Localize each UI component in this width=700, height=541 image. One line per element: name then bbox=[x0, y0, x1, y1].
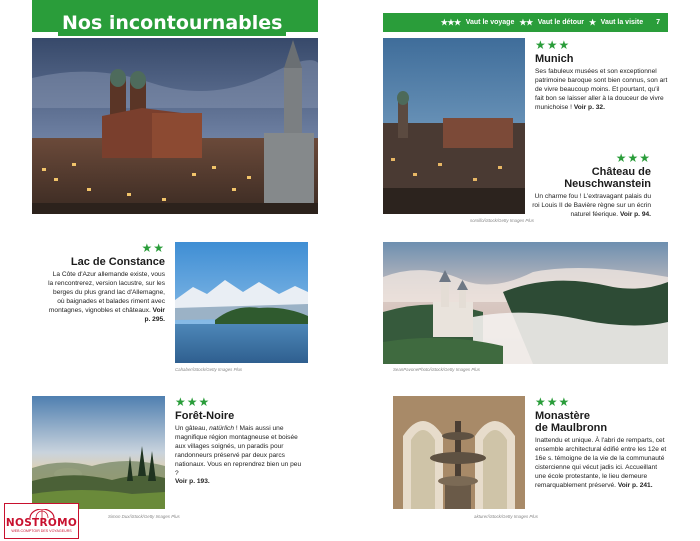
munich-page-ref: Voir p. 32. bbox=[573, 103, 605, 111]
neuschwanstein-title-line2: Neuschwanstein bbox=[564, 178, 651, 191]
black-forest-title: Forêt-Noire bbox=[175, 410, 235, 422]
constance-text: La Côte d'Azur allemande existe, vous la rencontrerez, version lacustre, sur les berges du plus grand lac d'Allemagne, où baignades et balades riment avec montagnes, vignobles et châteaux. Voir p. 295. bbox=[48, 271, 165, 323]
photo-credit: Simon Dux/iStock/Getty Images Plus bbox=[108, 514, 180, 519]
constance-section bbox=[48, 242, 165, 324]
page-title: Nos incontournables bbox=[58, 12, 286, 36]
photo-credit: SeanPavonePhoto/iStock/Getty Images Plus bbox=[393, 367, 480, 372]
star-icon: ★★ bbox=[519, 18, 533, 27]
black-forest-page-ref: Voir p. 193. bbox=[175, 478, 210, 486]
logo-tagline: WEB COMPTOIR DES VOYAGEURS bbox=[11, 529, 72, 534]
munich-section bbox=[535, 39, 670, 113]
neuschwanstein-title-line1: Château de bbox=[591, 166, 651, 178]
photo-credit: akturer/iStock/Getty Images Plus bbox=[474, 514, 538, 519]
star-rating: ★★★ bbox=[175, 395, 211, 409]
star-icon: ★ bbox=[589, 18, 596, 27]
maulbronn-monastery-photo bbox=[393, 396, 525, 509]
photo-credit: Cahaber/iStock/Getty Images Plus bbox=[175, 367, 243, 372]
constance-title: Lac de Constance bbox=[70, 256, 165, 268]
star-rating: ★★★ bbox=[535, 38, 571, 52]
star-icon: ★★★ bbox=[440, 18, 461, 27]
munich-title: Munich bbox=[535, 53, 574, 65]
neuschwanstein-page-ref: Voir p. 94. bbox=[619, 210, 651, 218]
lake-constance-photo bbox=[175, 242, 308, 363]
maulbronn-page-ref: Voir p. 241. bbox=[617, 481, 653, 489]
photo-credit: sorsillo/iStock/Getty Images Plus bbox=[470, 218, 534, 223]
maulbronn-title-line2: de Maulbronn bbox=[535, 422, 608, 435]
constance-page-ref: Voir p. 295. bbox=[144, 306, 165, 323]
legend-label: Vaut le détour bbox=[537, 19, 584, 26]
black-forest-text: Un gâteau, natürlich ! Mais aussi une magnifique région montagneuse et boisée aux villages soignés, un paradis pour randonneurs préservé par deux parcs nationaux. Vous en reprendrez bien un peu ? Voir p. 193. bbox=[175, 425, 302, 486]
rating-legend bbox=[383, 13, 668, 32]
header-band-left bbox=[32, 0, 318, 32]
neuschwanstein-section bbox=[528, 152, 651, 220]
neuschwanstein-text: Un charme fou ! L'extravagant palais du roi Louis II de Bavière règne sur un écrin naturel féerique. Voir p. 94. bbox=[532, 193, 651, 218]
neuschwanstein-castle-photo bbox=[383, 242, 668, 364]
maulbronn-text: Inattendu et unique. À l'abri de remparts, cet ensemble architectural édifié entre les 12e et 16e s. témoigne de la vie de la communauté cistercienne qui vécut jadis ici. Accueillant une école protestante, le lieu demeure remarquablement préservé. Voir p. 241. bbox=[535, 437, 667, 489]
logo-name: NOSTROMO bbox=[5, 516, 78, 529]
maulbronn-section bbox=[535, 396, 668, 491]
munich-skyline-photo bbox=[32, 38, 318, 214]
munich-rooftops-photo bbox=[383, 38, 525, 214]
legend-label: Vaut le voyage bbox=[465, 19, 515, 26]
legend-label: Vaut la visite bbox=[600, 19, 644, 26]
star-rating: ★★★ bbox=[615, 151, 651, 165]
star-rating: ★★ bbox=[141, 241, 165, 255]
nostromo-logo bbox=[4, 503, 79, 539]
black-forest-section bbox=[175, 396, 305, 487]
munich-text: Ses fabuleux musées et son exceptionnel patrimoine baroque sont bien connus, son art de vivre beaucoup moins. Et pourtant, qu'il fait bon se laisser aller à la douceur de vivre munichoise ! Voir p. 32. bbox=[535, 68, 668, 111]
page-number: 7 bbox=[656, 19, 660, 26]
star-rating: ★★★ bbox=[535, 395, 571, 409]
maulbronn-title-line1: Monastère bbox=[535, 410, 591, 422]
black-forest-photo bbox=[32, 396, 165, 509]
